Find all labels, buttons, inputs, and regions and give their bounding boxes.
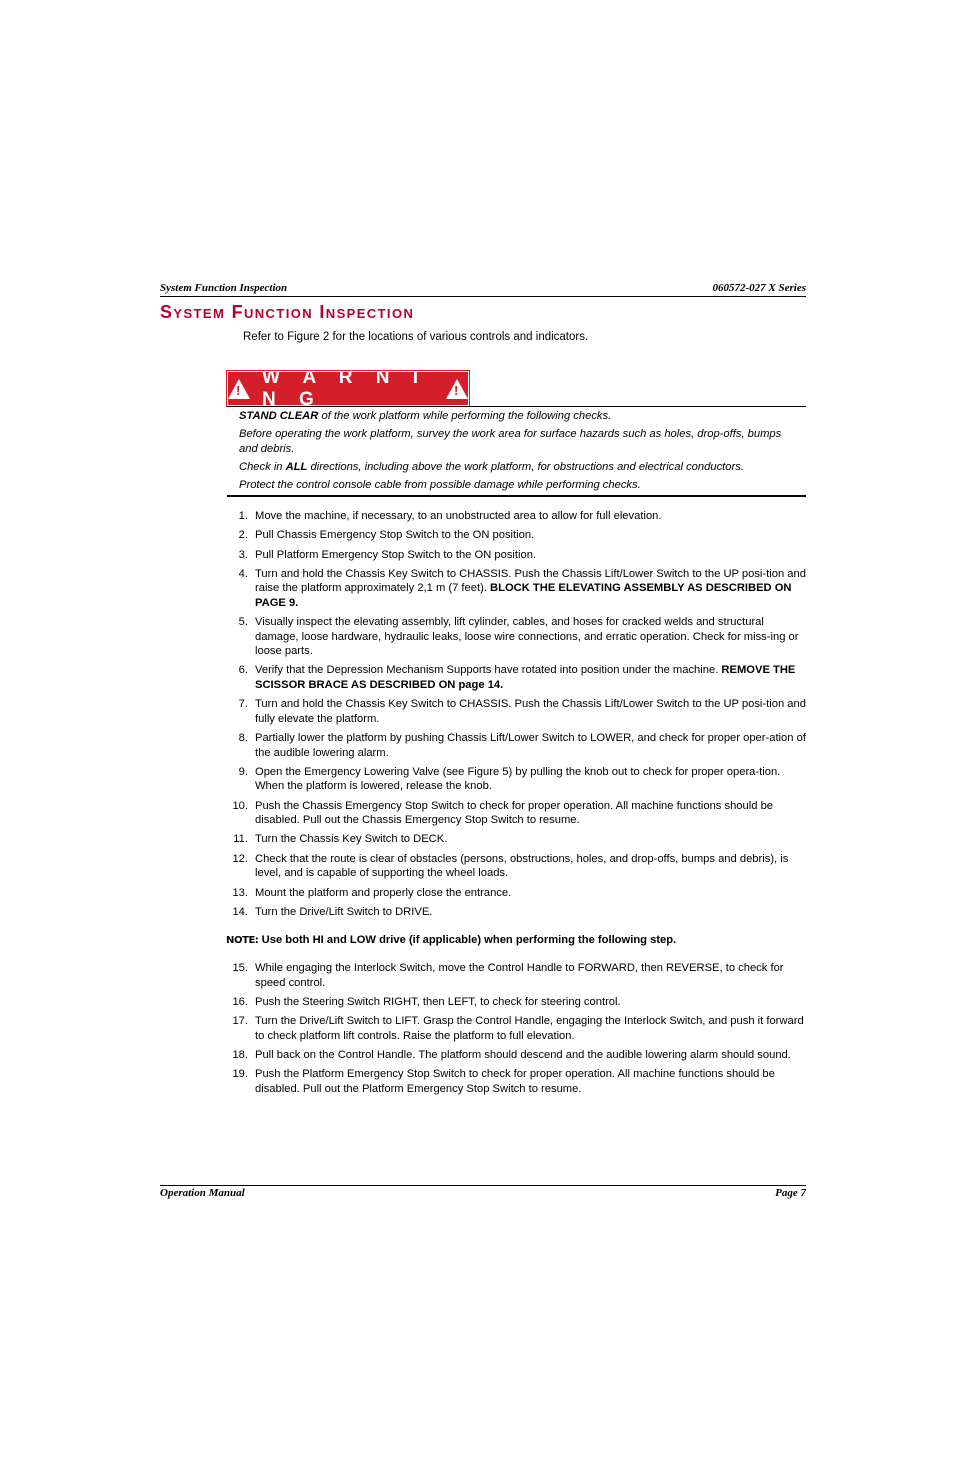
- step-text: Partially lower the platform by pushing Chassis Lift/Lower Switch to LOWER, and check for proper oper-ation of the audible lowering alarm.: [255, 732, 806, 759]
- page-number: Page 7: [775, 1187, 806, 1199]
- footer-manual-title: Operation Manual: [160, 1187, 245, 1199]
- step-text: Turn the Chassis Key Switch to DECK.: [255, 833, 448, 846]
- step-emphasis: REMOVE THE SCISSOR BRACE AS DESCRIBED ON page 14.: [255, 664, 796, 691]
- step-number: 11.: [233, 833, 248, 846]
- step-text: Push the Platform Emergency Stop Switch to check for proper operation. All machine functions should be disabled. Pull out the Platform Emergency Stop Switch to resume.: [255, 1068, 775, 1095]
- step-text: Mount the platform and properly close the entrance.: [255, 886, 512, 899]
- warning-triangle-icon: !: [228, 379, 250, 399]
- step-text: Push the Steering Switch RIGHT, then LEFT, to check for steering control.: [255, 995, 621, 1008]
- list-item: [230, 1067, 808, 1096]
- step-text: Turn the Drive/Lift Switch to LIFT. Grasp the Control Handle, engaging the Interlock Switch, and push it forward to check platform lift controls. Raise the platform to full elevation.: [255, 1015, 804, 1042]
- warning-triangle-icon: !: [446, 379, 468, 399]
- list-item: [230, 697, 808, 726]
- list-item: [230, 548, 808, 563]
- step-text: Pull back on the Control Handle. The platform should descend and the audible lowering alarm should sound.: [255, 1048, 791, 1061]
- step-number: 12.: [232, 852, 248, 865]
- step-text: Check that the route is clear of obstacles (persons, obstructions, holes, and drop-offs, bumps and debris), is level, and is capable of supporting the wheel loads.: [255, 852, 789, 880]
- list-item: [230, 615, 808, 659]
- warning-text: [239, 409, 799, 496]
- list-item: [230, 886, 808, 901]
- step-number: 5.: [238, 616, 248, 629]
- intro-paragraph: Refer to Figure 2 for the locations of various controls and indicators.: [243, 331, 589, 343]
- warning-label: W A R N I N G: [262, 366, 428, 410]
- warning-line: STAND CLEAR of the work platform while performing the following checks.: [239, 410, 612, 422]
- list-item: [230, 1048, 808, 1063]
- step-text: Pull Chassis Emergency Stop Switch to the ON position.: [255, 529, 535, 542]
- inspection-steps-list: [230, 961, 808, 1101]
- list-item: [230, 509, 808, 524]
- step-number: 13.: [232, 886, 248, 899]
- list-item: [230, 663, 808, 692]
- list-item: [230, 852, 808, 881]
- step-text: Push the Chassis Emergency Stop Switch to check for proper operation. All machine functions should be disabled. Pull out the Chassis Emergency Stop Switch to resume.: [255, 799, 774, 827]
- step-text: While engaging the Interlock Switch, move the Control Handle to FORWARD, then REVERSE, to check for speed control.: [255, 962, 784, 989]
- page-title: System Function Inspection: [160, 302, 415, 322]
- step-emphasis: BLOCK THE ELEVATING ASSEMBLY AS DESCRIBED ON PAGE 9.: [255, 582, 792, 609]
- header-section-title: System Function Inspection: [160, 282, 288, 294]
- step-text: Move the machine, if necessary, to an unobstructed area to allow for full elevation.: [255, 510, 662, 522]
- list-item: [230, 765, 808, 794]
- note: [226, 934, 676, 946]
- step-text: Pull Platform Emergency Stop Switch to the ON position.: [255, 548, 537, 561]
- step-number: 17.: [232, 1015, 248, 1028]
- step-number: 4.: [238, 567, 248, 580]
- list-item: [230, 995, 808, 1010]
- step-number: 19.: [232, 1068, 248, 1081]
- step-number: 8.: [238, 732, 248, 745]
- list-item: [230, 961, 808, 990]
- running-footer: [160, 1185, 806, 1199]
- step-number: 7.: [238, 698, 248, 711]
- step-text: Turn and hold the Chassis Key Switch to CHASSIS. Push the Chassis Lift/Lower Switch to the UP posi-tion and raise the platform approximately 2,1 m (7 feet).: [255, 567, 806, 595]
- step-number: 18.: [232, 1048, 248, 1061]
- warning-rule-bottom: [227, 495, 806, 497]
- step-number: 14.: [232, 905, 248, 918]
- step-text: Open the Emergency Lowering Valve (see Figure 5) by pulling the knob out to check for proper opera-tion. When the platform is lowered, release the knob.: [255, 765, 781, 793]
- warning-line: Before operating the work platform, survey the work area for surface hazards such as holes, drop-offs, bumps and debris.: [239, 428, 782, 455]
- step-number: 6.: [238, 664, 248, 677]
- step-number: 10.: [232, 799, 248, 812]
- step-number: 16.: [232, 995, 248, 1008]
- step-text: Turn the Drive/Lift Switch to DRIVE.: [255, 905, 433, 918]
- header-document-number: 060572-027 X Series: [712, 282, 806, 294]
- step-number: 3.: [238, 548, 248, 561]
- step-text: Verify that the Depression Mechanism Supports have rotated into position under the machine.: [255, 664, 722, 677]
- step-number: 9.: [238, 765, 248, 778]
- list-item: [230, 731, 808, 760]
- step-text: Visually inspect the elevating assembly, lift cylinder, cables, and hoses for cracked welds and structural damage, loose hardware, hydraulic leaks, loose wire connections, and erratic operation. Check for miss-ing or loose parts.: [255, 616, 799, 658]
- warning-line: Protect the control console cable from possible damage while performing checks.: [239, 478, 641, 491]
- warning-line: Check in ALL directions, including above the work platform, for obstructions and electrical conductors.: [239, 460, 744, 473]
- step-number: 15.: [232, 962, 248, 974]
- note-label: NOTE:: [226, 935, 259, 946]
- list-item: [230, 799, 808, 828]
- list-item: [230, 528, 808, 543]
- step-text: Turn and hold the Chassis Key Switch to CHASSIS. Push the Chassis Lift/Lower Switch to the UP posi-tion and fully elevate the platform.: [255, 698, 806, 725]
- list-item: [230, 1014, 808, 1043]
- note-text: Use both HI and LOW drive (if applicable) when performing the following step.: [258, 934, 677, 946]
- list-item: [230, 832, 808, 847]
- warning-rule-top: [227, 406, 806, 407]
- list-item: [230, 905, 808, 920]
- warning-banner: [227, 366, 469, 410]
- step-number: 2.: [238, 529, 248, 542]
- list-item: [230, 567, 808, 611]
- inspection-steps-list: [230, 509, 808, 924]
- running-header: [160, 282, 806, 297]
- step-number: 1.: [238, 510, 248, 522]
